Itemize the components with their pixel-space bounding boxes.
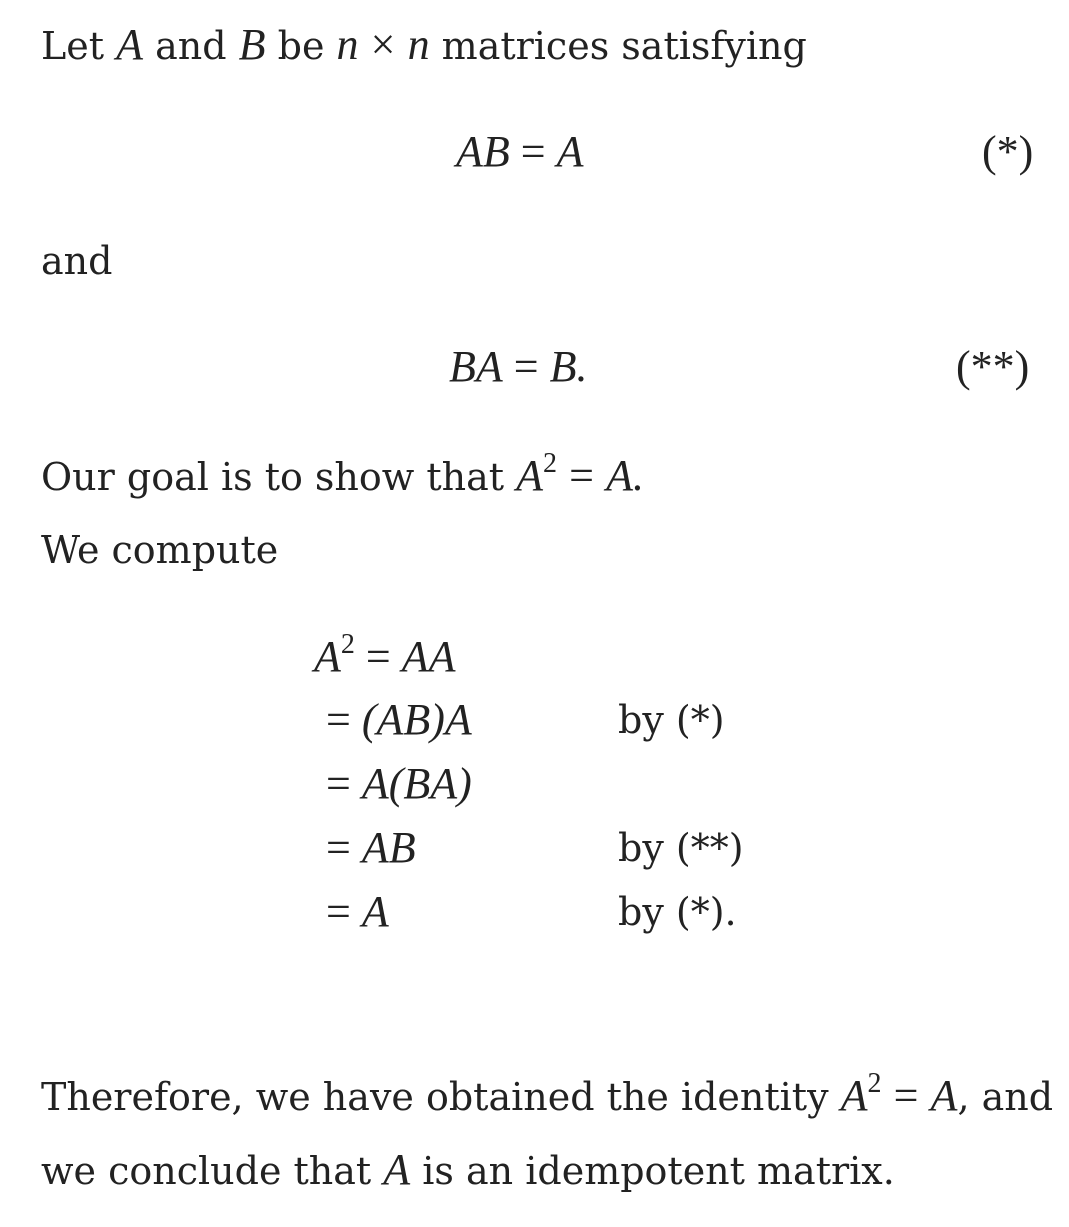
row3-expr: AB (361, 823, 416, 872)
conclusion-text-post: is an idempotent matrix. (422, 1149, 895, 1193)
goal-sentence (41, 448, 644, 505)
row1-equals: = (326, 695, 351, 744)
row4-reason: by (*). (618, 890, 737, 934)
derivation-row (326, 759, 472, 809)
eq1-equals: = (520, 127, 546, 176)
math-var: n (407, 20, 430, 69)
conclusion-line-1 (41, 1068, 1054, 1125)
row0-exp: 2 (340, 629, 355, 660)
eq2-rhs: B. (549, 342, 588, 391)
intro-sentence (41, 22, 807, 69)
and-text: and (41, 239, 113, 283)
goal-text: Our goal is to show that (41, 455, 505, 499)
row0-base: A (314, 632, 341, 681)
eq1-lhs: AB (456, 127, 510, 176)
math-var: A (116, 20, 143, 69)
row1-reason: by (*) (618, 698, 725, 742)
math-var: B (238, 20, 266, 69)
row2-expr: A(BA) (361, 759, 472, 808)
compute-text: We compute (41, 528, 279, 572)
row1-expr: (AB)A (361, 695, 472, 744)
goal-exp: 2 (543, 448, 558, 479)
conclusion-text-post: , and (957, 1075, 1054, 1119)
intro-word: Let (41, 24, 104, 68)
derivation-row (326, 823, 416, 873)
derivation-row (326, 887, 389, 937)
eq2-tag: (**) (956, 342, 1030, 391)
conclusion-equals: = (893, 1071, 919, 1120)
row0-equals: = (365, 632, 391, 681)
math-op: × (370, 20, 396, 69)
row4-equals: = (326, 887, 351, 936)
eq2-equals: = (513, 342, 539, 391)
goal-base: A (516, 451, 544, 500)
conclusion-base: A (840, 1071, 868, 1120)
derivation-row (326, 695, 472, 745)
row3-equals: = (326, 823, 351, 872)
conclusion-line-2 (41, 1147, 895, 1194)
conclusion-rhs: A (930, 1071, 958, 1120)
goal-equals: = (569, 451, 594, 500)
eq1-tag: (*) (982, 127, 1034, 176)
eq1-rhs: A (556, 127, 584, 176)
eq2-lhs: BA (449, 342, 503, 391)
row4-expr: A (361, 887, 389, 936)
conclusion-text: Therefore, we have obtained the identity (41, 1075, 829, 1119)
row0-expr: AA (401, 632, 456, 681)
conclusion-exp: 2 (867, 1068, 882, 1099)
equation-1 (456, 127, 583, 177)
intro-word: and (155, 24, 227, 68)
equation-2 (449, 342, 587, 392)
derivation-row (314, 629, 456, 688)
conclusion-text: we conclude that (41, 1149, 372, 1193)
row2-equals: = (326, 759, 351, 808)
conclusion-var: A (383, 1145, 411, 1194)
row3-reason: by (**) (618, 826, 744, 870)
intro-word: matrices satisfying (441, 24, 807, 68)
intro-word: be (277, 24, 325, 68)
goal-rhs: A. (606, 451, 644, 500)
math-var: n (336, 20, 359, 69)
